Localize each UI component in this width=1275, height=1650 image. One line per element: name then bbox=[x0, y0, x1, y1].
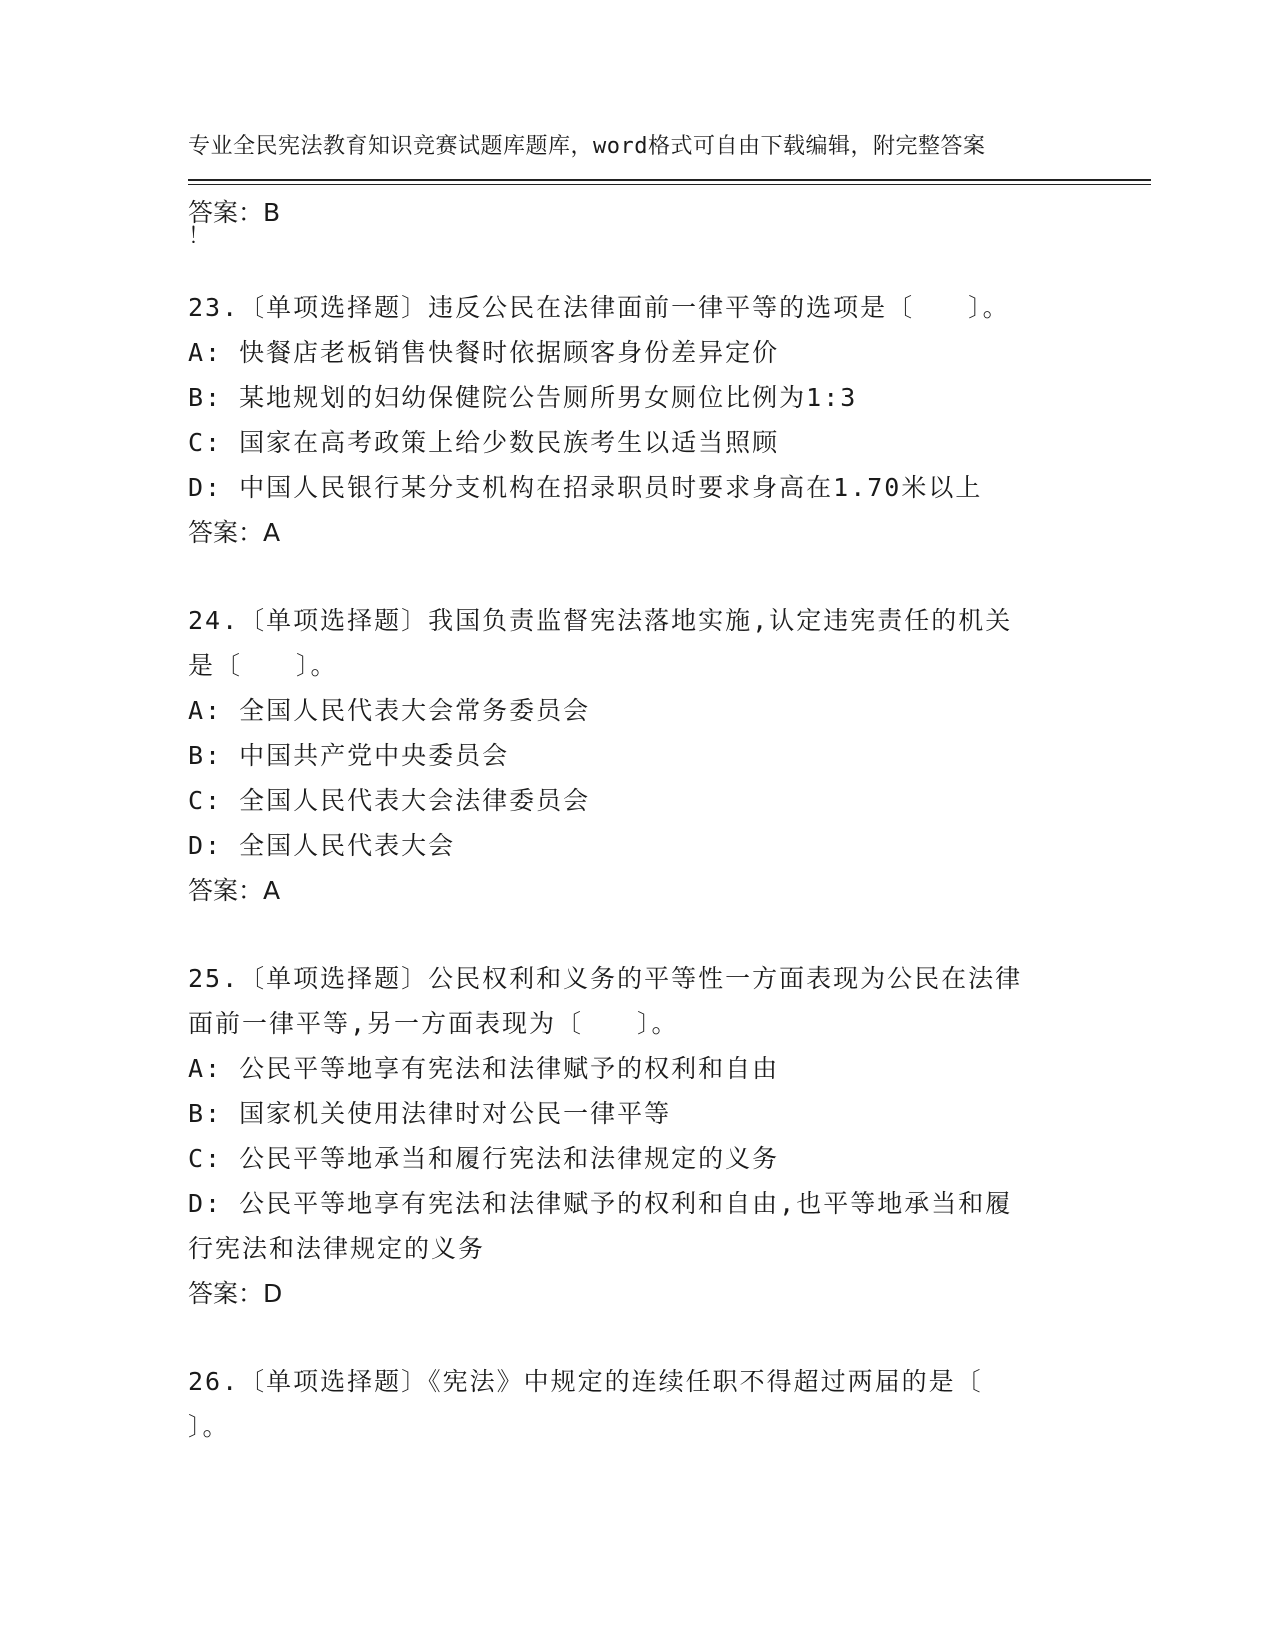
answer-key: 答案：A bbox=[188, 876, 281, 905]
header-divider-thin bbox=[188, 184, 1151, 185]
questions-container bbox=[188, 285, 1088, 1449]
question-text: 26.〔单项选择题〕《宪法》中规定的连续任职不得超过两届的是〔 bbox=[188, 1367, 983, 1396]
answer-option: D: 全国人民代表大会 bbox=[188, 831, 456, 860]
answer-option: A: 公民平等地享有宪法和法律赋予的权利和自由 bbox=[188, 1054, 780, 1083]
question-text: 23.〔单项选择题〕违反公民在法律面前一律平等的选项是〔 〕。 bbox=[188, 293, 1010, 322]
header-divider-thick bbox=[188, 179, 1151, 181]
question-block bbox=[188, 1359, 1088, 1449]
question-block bbox=[188, 598, 1088, 913]
question-text: 面前一律平等,另一方面表现为〔 〕。 bbox=[188, 1009, 679, 1038]
header-title-line: 专业全民宪法教育知识竞赛试题库题库，word格式可自由下载编辑，附完整答案 bbox=[188, 134, 986, 159]
answer-option: B: 中国共产党中央委员会 bbox=[188, 741, 510, 770]
answer-option: D: 中国人民银行某分支机构在招录职员时要求身高在1.70米以上 bbox=[188, 473, 983, 502]
answer-option: 行宪法和法律规定的义务 bbox=[188, 1234, 486, 1263]
answer-option: A: 快餐店老板销售快餐时依据顾客身份差异定价 bbox=[188, 338, 780, 367]
question-text: 24.〔单项选择题〕我国负责监督宪法落地实施,认定违宪责任的机关 bbox=[188, 606, 1013, 635]
header-title-continuation: ！ bbox=[188, 224, 211, 249]
answer-key: 答案：A bbox=[188, 518, 281, 547]
question-block bbox=[188, 956, 1088, 1316]
question-list bbox=[188, 190, 1088, 1449]
answer-key: 答案：D bbox=[188, 1279, 283, 1308]
answer-option: D: 公民平等地享有宪法和法律赋予的权利和自由,也平等地承当和履 bbox=[188, 1189, 1013, 1218]
question-block bbox=[188, 285, 1088, 555]
previous-answer: 答案：B bbox=[188, 198, 281, 227]
question-text: 〕。 bbox=[188, 1412, 230, 1441]
answer-option: B: 某地规划的妇幼保健院公告厕所男女厕位比例为1:3 bbox=[188, 383, 858, 412]
answer-option: C: 公民平等地承当和履行宪法和法律规定的义务 bbox=[188, 1144, 780, 1173]
answer-option: B: 国家机关使用法律时对公民一律平等 bbox=[188, 1099, 672, 1128]
question-text: 25.〔单项选择题〕公民权利和义务的平等性一方面表现为公民在法律 bbox=[188, 964, 1023, 993]
answer-option: A: 全国人民代表大会常务委员会 bbox=[188, 696, 591, 725]
answer-option: C: 国家在高考政策上给少数民族考生以适当照顾 bbox=[188, 428, 780, 457]
question-text: 是〔 〕。 bbox=[188, 651, 338, 680]
answer-option: C: 全国人民代表大会法律委员会 bbox=[188, 786, 591, 815]
